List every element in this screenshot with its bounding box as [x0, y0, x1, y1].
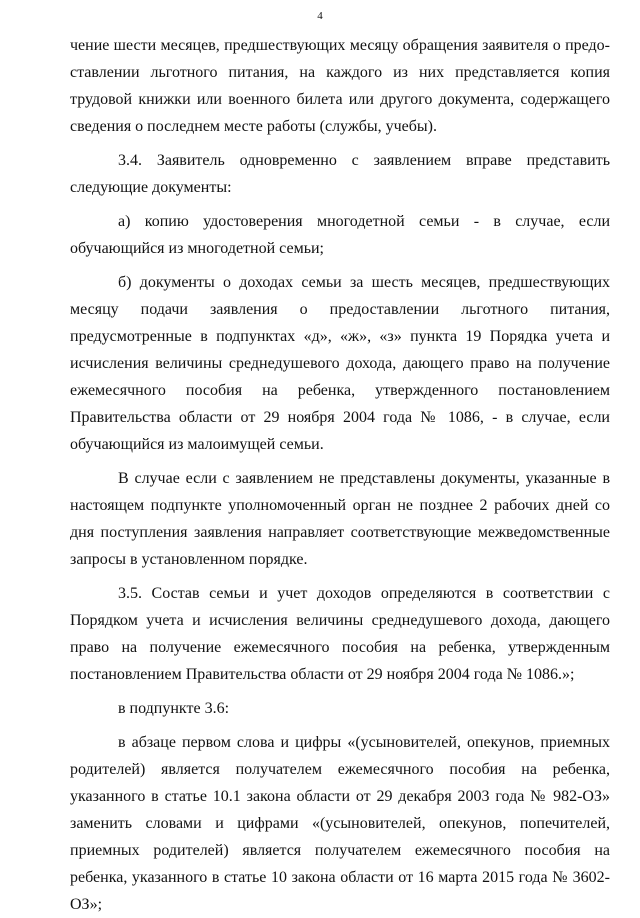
paragraph-continuation: чение шести месяцев, предшествующих месяцу обращения заявителя о предоставлении льготного питания, на каждого из них представляется копия трудовой книжки или военного билета или другого документа, содержащего сведения о последнем месте работы (службы, учебы).: [70, 37, 610, 135]
paragraph-item-b: б) документы о доходах семьи за шесть месяцев, предшествующих месяцу подачи заявления о предоставлении льготного питания, предусмотренные в подпунктах «д», «ж», «з» пункта 19 Порядка учета и исчисления величины среднедушевого дохода, дающего право на получение ежемесячного пособия на ребенка, утвержденного постановлением Правительства области от 29 ноября 2004 года № 1086, - в случае, если обучающийся из малоимущей семьи.: [70, 274, 610, 453]
paragraph-3-5: 3.5. Состав семьи и учет доходов определяются в соответствии с Порядком учета и исчисления величины среднедушевого дохода, дающего право на получение ежемесячного пособия на ребенка, утвержденным постановлением Правительства области от 29 ноября 2004 года № 1086.»;: [70, 585, 610, 683]
paragraph-subitem-3-6: в подпункте 3.6:: [118, 700, 230, 717]
paragraph-missing-documents: В случае если с заявлением не представлены документы, указанные в настоящем подпункте уполномоченный орган не позднее 2 рабочих дней со дня поступления заявления направляет соответствующие межведомственные запросы в установленном порядке.: [70, 470, 610, 568]
paragraph-3-4: 3.4. Заявитель одновременно с заявлением вправе представить следующие документы:: [70, 152, 610, 196]
paragraph-first-abzats: в абзаце первом слова и цифры «(усыновителей, опекунов, приемных родителей) является получателем ежемесячного пособия на ребенка, указанного в статье 10.1 закона области от 29 декабря 2003 года № 982-ОЗ» заменить словами и цифрами «(усыновителей, опекунов, попечителей, приемных родителей) является получателем ежемесячного пособия на ребенка, указанного в статье 10 закона области от 16 марта 2015 года № 3602-ОЗ»;: [70, 734, 610, 913]
document-body: [70, 0, 610, 918]
page-number: 4: [317, 10, 323, 22]
paragraph-item-a: а) копию удостоверения многодетной семьи - в случае, если обучающийся из многодетной семьи;: [70, 213, 610, 257]
